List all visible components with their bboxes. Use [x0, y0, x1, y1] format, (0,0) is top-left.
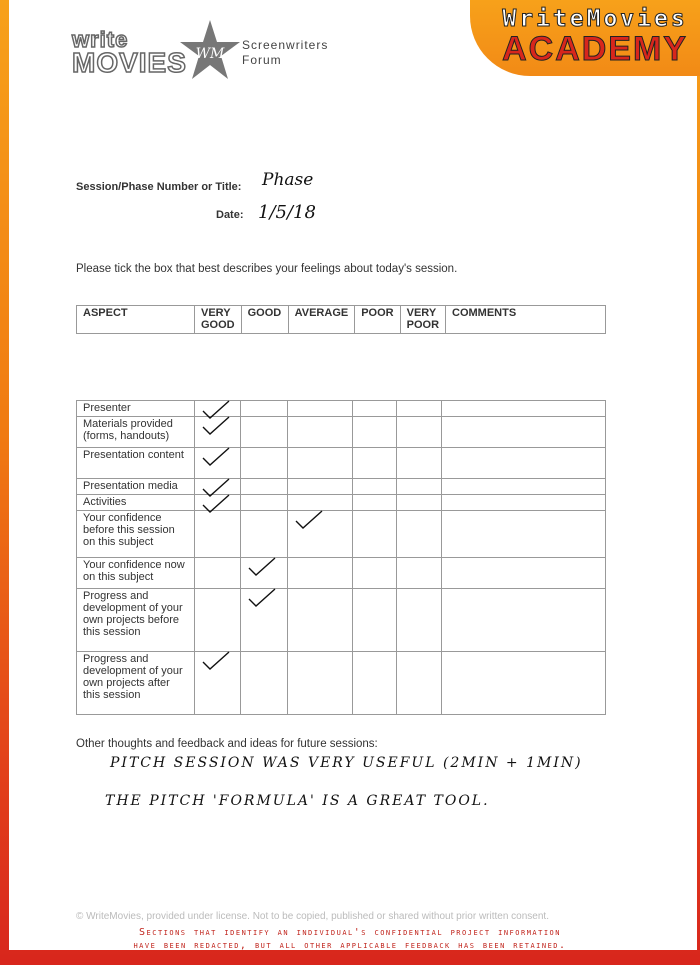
col-very-poor: VERY POOR [400, 306, 445, 334]
col-good: GOOD [241, 306, 288, 334]
rating-cell[interactable] [241, 495, 288, 511]
aspect-cell: Presentation content [77, 448, 195, 479]
rating-cell[interactable] [397, 495, 442, 511]
feedback-line2: THE PITCH 'FORMULA' IS A GREAT TOOL. [105, 793, 490, 809]
tick-mark-icon [292, 509, 326, 531]
rating-cell[interactable] [288, 479, 353, 495]
rating-cell[interactable] [241, 589, 288, 652]
instruction-text: Please tick the box that best describes your feelings about today's session. [76, 263, 458, 275]
forum-line1: Screenwriters [242, 38, 329, 52]
comments-cell [442, 401, 606, 417]
writemovies-logo [72, 27, 187, 78]
redaction-note [0, 926, 700, 952]
feedback-label: Other thoughts and feedback and ideas for future sessions: [76, 738, 378, 750]
rating-cell[interactable] [397, 417, 442, 448]
rating-cell[interactable] [195, 511, 241, 558]
academy-subtitle: ACADEMY [502, 30, 688, 68]
comments-cell [442, 495, 606, 511]
aspect-cell: Materials provided (forms, handouts) [77, 417, 195, 448]
rating-cell[interactable] [288, 652, 353, 715]
rating-cell[interactable] [195, 417, 241, 448]
comments-cell [442, 511, 606, 558]
rating-cell[interactable] [353, 511, 397, 558]
table-row [77, 479, 606, 495]
rating-cell[interactable] [288, 417, 353, 448]
table-row [77, 417, 606, 448]
table-row [77, 558, 606, 589]
rating-cell[interactable] [288, 511, 353, 558]
col-average: AVERAGE [288, 306, 355, 334]
date-value: 1/5/18 [258, 202, 316, 223]
comments-cell [442, 589, 606, 652]
feedback-line1: PITCH SESSION WAS VERY USEFUL (2MIN + 1MIN) [110, 755, 583, 771]
rating-cell[interactable] [397, 401, 442, 417]
rating-cell[interactable] [397, 448, 442, 479]
col-comments: COMMENTS [446, 306, 606, 334]
academy-title: WriteMovies [502, 6, 688, 32]
aspect-cell: Your confidence before this session on this subject [77, 511, 195, 558]
academy-logo [502, 6, 688, 66]
rating-cell[interactable] [241, 401, 288, 417]
col-very-good: VERY GOOD [195, 306, 242, 334]
rating-cell[interactable] [288, 448, 353, 479]
redaction-note-line2: have been redacted, but all other applicable feedback has been retained. [133, 940, 567, 951]
redaction-note-line1: Sections that identify an individual's confidential project information [139, 927, 561, 938]
rating-cell[interactable] [195, 652, 241, 715]
aspect-cell: Progress and development of your own projects after this session [77, 652, 195, 715]
comments-cell [442, 448, 606, 479]
table-row [77, 511, 606, 558]
rating-table-header [76, 305, 606, 334]
rating-cell[interactable] [353, 448, 397, 479]
logo-line1: write [72, 27, 129, 52]
session-label: Session/Phase Number or Title: [76, 181, 242, 193]
table-row [77, 589, 606, 652]
tick-mark-icon [245, 587, 279, 609]
rating-cell[interactable] [288, 589, 353, 652]
logo-line2: MOVIES [72, 47, 187, 78]
rating-cell[interactable] [353, 652, 397, 715]
col-aspect: ASPECT [77, 306, 195, 334]
rating-cell[interactable] [353, 495, 397, 511]
screenwriters-forum [242, 38, 328, 68]
rating-cell[interactable] [288, 558, 353, 589]
rating-cell[interactable] [288, 401, 353, 417]
table-row [77, 495, 606, 511]
comments-cell [442, 652, 606, 715]
rating-cell[interactable] [397, 511, 442, 558]
rating-cell[interactable] [195, 589, 241, 652]
col-poor: POOR [355, 306, 400, 334]
table-row [77, 652, 606, 715]
rating-cell[interactable] [195, 495, 241, 511]
rating-cell[interactable] [353, 417, 397, 448]
tick-mark-icon [245, 556, 279, 578]
rating-cell[interactable] [397, 589, 442, 652]
comments-cell [442, 479, 606, 495]
rating-cell[interactable] [241, 479, 288, 495]
comments-cell [442, 558, 606, 589]
rating-cell[interactable] [241, 417, 288, 448]
aspect-cell: Activities [77, 495, 195, 511]
rating-cell[interactable] [241, 448, 288, 479]
table-row [77, 401, 606, 417]
date-label: Date: [216, 209, 244, 221]
tick-mark-icon [199, 650, 233, 672]
rating-cell[interactable] [353, 479, 397, 495]
rating-cell[interactable] [241, 511, 288, 558]
comments-cell [442, 417, 606, 448]
tick-mark-icon [199, 446, 233, 468]
rating-table [76, 400, 606, 715]
rating-cell[interactable] [353, 558, 397, 589]
copyright-text: © WriteMovies, provided under license. Not to be copied, published or shared without prior written consent. [76, 911, 549, 922]
rating-cell[interactable] [241, 558, 288, 589]
rating-cell[interactable] [353, 401, 397, 417]
rating-cell[interactable] [195, 558, 241, 589]
rating-cell[interactable] [241, 652, 288, 715]
rating-cell[interactable] [195, 448, 241, 479]
aspect-cell: Progress and development of your own projects before this session [77, 589, 195, 652]
rating-cell[interactable] [397, 479, 442, 495]
aspect-cell: Presenter [77, 401, 195, 417]
rating-cell[interactable] [397, 558, 442, 589]
rating-cell[interactable] [353, 589, 397, 652]
forum-line2: Forum [242, 53, 282, 67]
tick-mark-icon [199, 415, 233, 437]
session-value: Phase [262, 170, 314, 190]
star-logo-icon [178, 18, 242, 82]
aspect-cell: Your confidence now on this subject [77, 558, 195, 589]
aspect-cell: Presentation media [77, 479, 195, 495]
rating-cell[interactable] [397, 652, 442, 715]
star-initials: WM [195, 46, 225, 62]
table-row [77, 448, 606, 479]
